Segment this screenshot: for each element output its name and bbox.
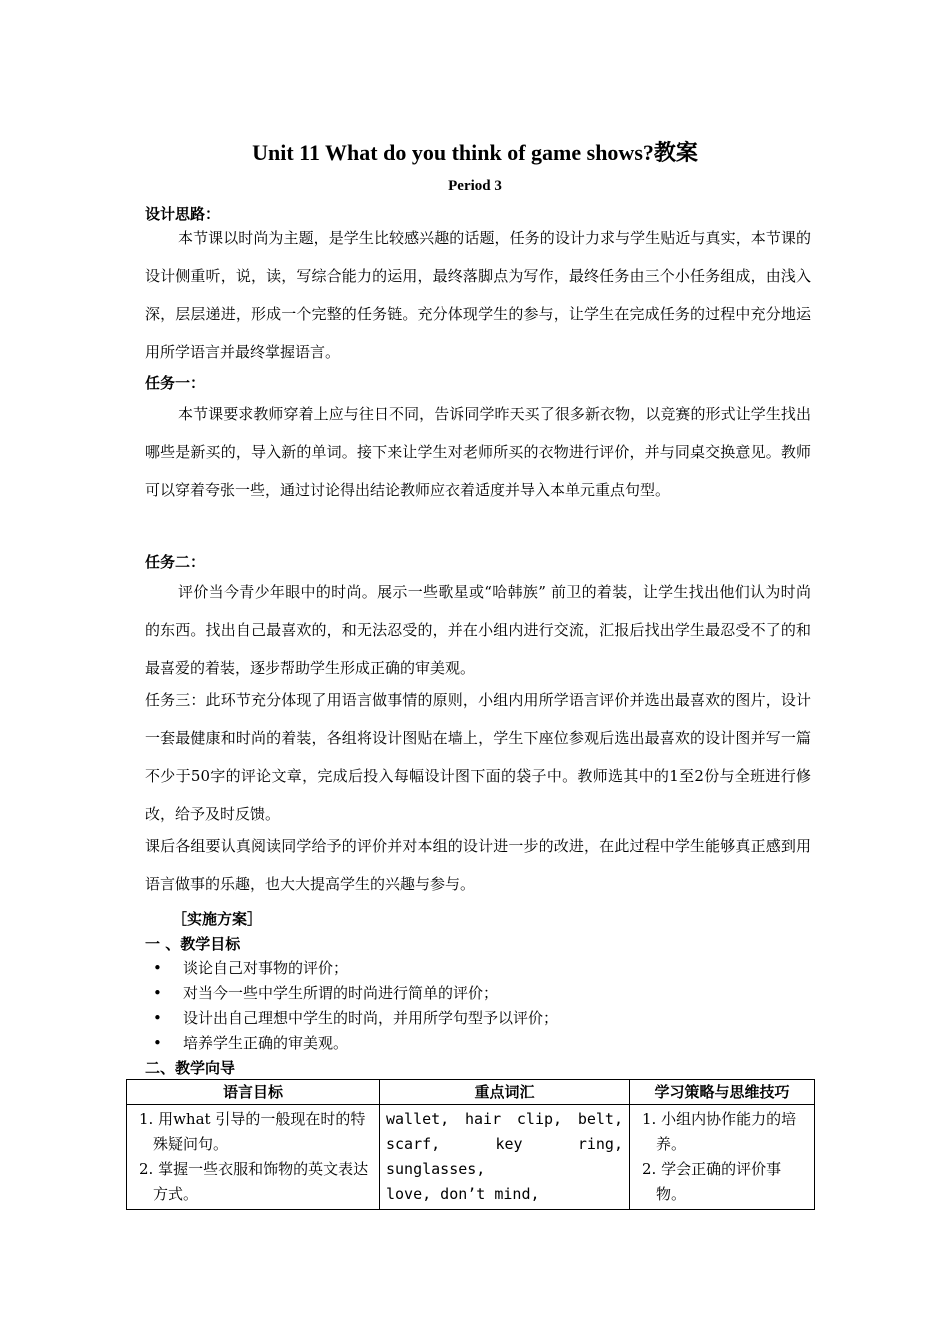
column-header-strategies: 学习策略与思维技巧	[630, 1080, 815, 1105]
goal-item: • 对当今一些中学生所谓的时尚进行简单的评价；	[145, 981, 805, 1006]
design-heading: 设计思路：	[145, 205, 221, 223]
language-goal-item: 2. 掌握一些衣服和饰物的英文表达方式。	[139, 1160, 369, 1203]
table-row	[127, 1105, 815, 1210]
column-header-language-goals: 语言目标	[127, 1080, 380, 1105]
key-vocabulary-cell	[380, 1105, 630, 1210]
goals-heading: 一 、教学目标	[145, 935, 241, 953]
task2-heading: 任务二：	[145, 553, 206, 571]
column-header-key-vocabulary: 重点词汇	[380, 1080, 630, 1105]
language-goals-cell	[127, 1105, 380, 1210]
task3-paragraph: 任务三：此环节充分体现了用语言做事情的原则，小组内用所学语言评价并选出最喜欢的图片，设计一套最健康和时尚的着装，各组将设计图贴在墙上，学生下座位参观后选出最喜欢的设计图并写一篇不少于50字的评论文章，完成后投入每幅设计图下面的袋子中。教师选其中的1至2份与全班进行修改，给予及时反馈。	[145, 691, 811, 823]
strategies-cell	[630, 1105, 815, 1210]
task1-paragraph: 本节课要求教师穿着上应与往日不同，告诉同学昨天买了很多新衣物，以竞赛的形式让学生找出哪些是新买的，导入新的单词。接下来让学生对老师所买的衣物进行评价，并与同桌交换意见。教师可以穿着夸张一些，通过讨论得出结论教师应衣着适度并导入本单元重点句型。	[145, 405, 811, 499]
strategy-item: 1. 小组内协作能力的培养。	[642, 1110, 797, 1153]
strategy-item: 2. 学会正确的评价事物。	[642, 1160, 782, 1203]
after-class-paragraph: 课后各组要认真阅读同学给予的评价并对本组的设计进一步的改进，在此过程中学生能够真正感到用语言做事的乐趣，也大大提高学生的兴趣与参与。	[145, 837, 811, 893]
vocabulary-line: love, don’t mind,	[386, 1185, 540, 1203]
plan-heading: ［实施方案］	[172, 910, 263, 928]
table-header-row	[127, 1080, 815, 1105]
vocabulary-line: scarf, key ring,	[386, 1135, 623, 1153]
goal-item: • 谈论自己对事物的评价；	[145, 956, 805, 981]
design-paragraph: 本节课以时尚为主题，是学生比较感兴趣的话题，任务的设计力求与学生贴近与真实，本节课的设计侧重听，说，读，写综合能力的运用，最终落脚点为写作，最终任务由三个小任务组成，由浅入深，层层递进，形成一个完整的任务链。充分体现学生的参与，让学生在完成任务的过程中充分地运用所学语言并最终掌握语言。	[145, 229, 811, 361]
period-subtitle: Period 3	[448, 178, 502, 194]
teaching-guide-table	[126, 1079, 815, 1210]
task2-paragraph: 评价当今青少年眼中的时尚。展示一些歌星或“哈韩族” 前卫的着装，让学生找出他们认为时尚的东西。找出自己最喜欢的，和无法忍受的，并在小组内进行交流，汇报后找出学生最忍受不了的和最喜爱的着装，逐步帮助学生形成正确的审美观。	[145, 583, 811, 677]
task1-heading: 任务一：	[145, 374, 206, 392]
vocabulary-line: sunglasses,	[386, 1160, 486, 1178]
language-goal-item: 1. 用what 引导的一般现在时的特殊疑问句。	[139, 1110, 366, 1153]
page-title: Unit 11 What do you think of game shows?教案	[252, 140, 698, 165]
guide-heading: 二、教学向导	[145, 1059, 236, 1077]
goals-list	[145, 956, 805, 1056]
goal-item: • 设计出自己理想中学生的时尚，并用所学句型予以评价；	[145, 1006, 805, 1031]
vocabulary-line: wallet, hair clip, belt,	[386, 1110, 623, 1128]
goal-item: • 培养学生正确的审美观。	[145, 1031, 805, 1056]
